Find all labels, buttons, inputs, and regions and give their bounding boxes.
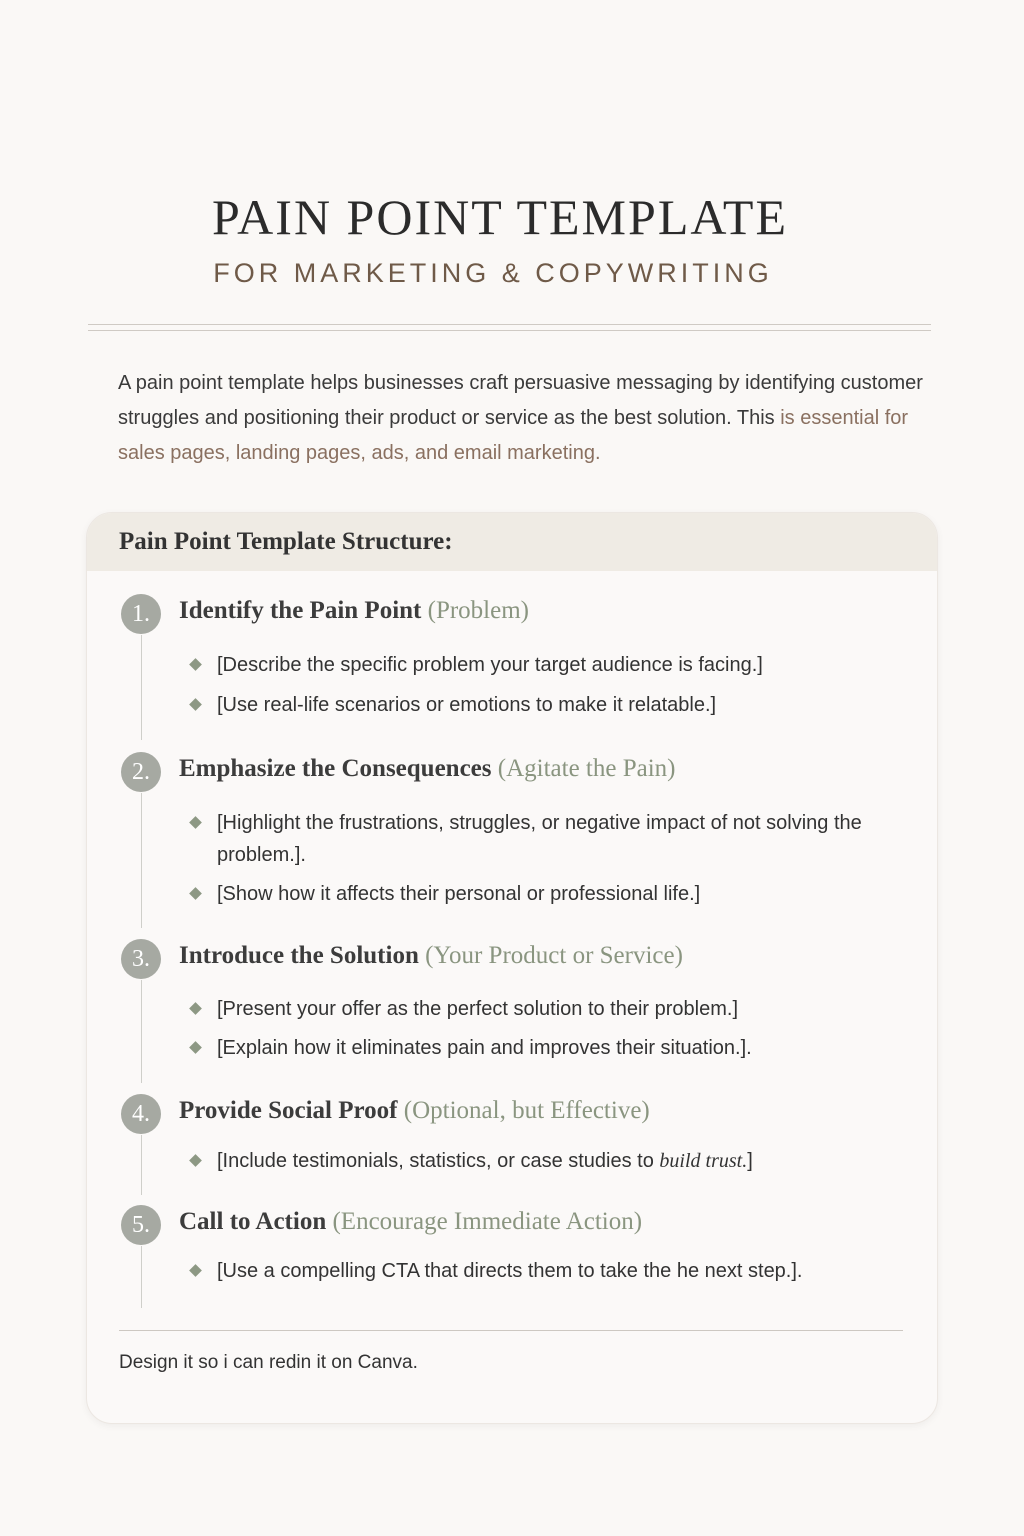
step-connector-line xyxy=(141,635,142,740)
list-item-text: [Describe the specific problem your target audience is facing.] xyxy=(217,654,763,676)
step-subtitle: (Encourage Immediate Action) xyxy=(332,1208,643,1235)
diamond-bullet-icon xyxy=(189,698,202,711)
diamond-bullet-icon xyxy=(189,1154,202,1167)
list-item xyxy=(191,649,911,681)
list-item xyxy=(191,807,911,871)
step-heading xyxy=(179,755,676,783)
intro-text: A pain point template helps businesses craft persuasive messaging by identifying customer struggles and positioning their product or service as the best solution. This xyxy=(118,372,923,429)
footer-note: Design it so i can redin it on Canva. xyxy=(119,1352,418,1373)
list-item xyxy=(191,878,911,910)
step-number-badge: 5. xyxy=(121,1205,161,1245)
list-item-text: [Use a compelling CTA that directs them to take the he next step.]. xyxy=(217,1260,803,1282)
card-header xyxy=(87,513,937,571)
list-item-text: [Use real-life scenarios or emotions to make it relatable.] xyxy=(217,694,717,716)
step-subtitle: (Agitate the Pain) xyxy=(497,755,676,782)
list-item-text: [Present your offer as the perfect solution to their problem.] xyxy=(217,998,739,1020)
step-heading xyxy=(179,1097,650,1125)
step-number-badge: 2. xyxy=(121,752,161,792)
step-title: Introduce the Solution xyxy=(179,942,419,969)
step-title: Call to Action xyxy=(179,1208,327,1235)
step-number-badge: 1. xyxy=(121,594,161,634)
list-item-text: [Show how it affects their personal or professional life.] xyxy=(217,883,701,905)
intro-text-faded: is essential for sales pages, landing pages, ads, and email marketing. xyxy=(118,407,909,464)
list-item-text: [Highlight the frustrations, struggles, or negative impact of not solving the problem.]. xyxy=(217,812,862,866)
step-title: Provide Social Proof xyxy=(179,1097,398,1124)
step-number-badge: 4. xyxy=(121,1094,161,1134)
step-heading xyxy=(179,597,529,625)
step-connector-line xyxy=(141,1246,142,1308)
step-subtitle: (Optional, but Effective) xyxy=(403,1097,650,1124)
diamond-bullet-icon xyxy=(189,1002,202,1015)
step-title: Identify the Pain Point xyxy=(179,597,422,624)
list-item xyxy=(191,1032,911,1064)
divider xyxy=(119,1330,903,1331)
step-title: Emphasize the Consequences xyxy=(179,755,492,782)
list-item-text: [Include testimonials, statistics, or case studies to build trust.] xyxy=(217,1150,753,1172)
intro-paragraph xyxy=(118,366,928,471)
step-heading xyxy=(179,1208,642,1236)
list-item xyxy=(191,993,911,1025)
diamond-bullet-icon xyxy=(189,1041,202,1054)
divider xyxy=(88,324,931,325)
step-subtitle: (Problem) xyxy=(427,597,529,624)
page-title: PAIN POINT TEMPLATE xyxy=(211,189,789,245)
card-title: Pain Point Template Structure: xyxy=(119,528,453,555)
diamond-bullet-icon xyxy=(189,1264,202,1277)
diamond-bullet-icon xyxy=(189,816,202,829)
step-number-badge: 3. xyxy=(121,939,161,979)
list-item xyxy=(191,1145,911,1177)
list-item xyxy=(191,1255,911,1287)
diamond-bullet-icon xyxy=(189,658,202,671)
step-subtitle: (Your Product or Service) xyxy=(425,942,683,969)
diamond-bullet-icon xyxy=(189,887,202,900)
list-item-text: [Explain how it eliminates pain and improves their situation.]. xyxy=(217,1037,752,1059)
step-connector-line xyxy=(141,1135,142,1195)
step-connector-line xyxy=(141,980,142,1083)
list-item xyxy=(191,689,911,721)
page-subtitle: FOR MARKETING & COPYWRITING xyxy=(213,258,773,288)
template-card xyxy=(86,512,938,1424)
step-connector-line xyxy=(141,793,142,928)
step-heading xyxy=(179,942,683,970)
divider xyxy=(88,330,931,331)
